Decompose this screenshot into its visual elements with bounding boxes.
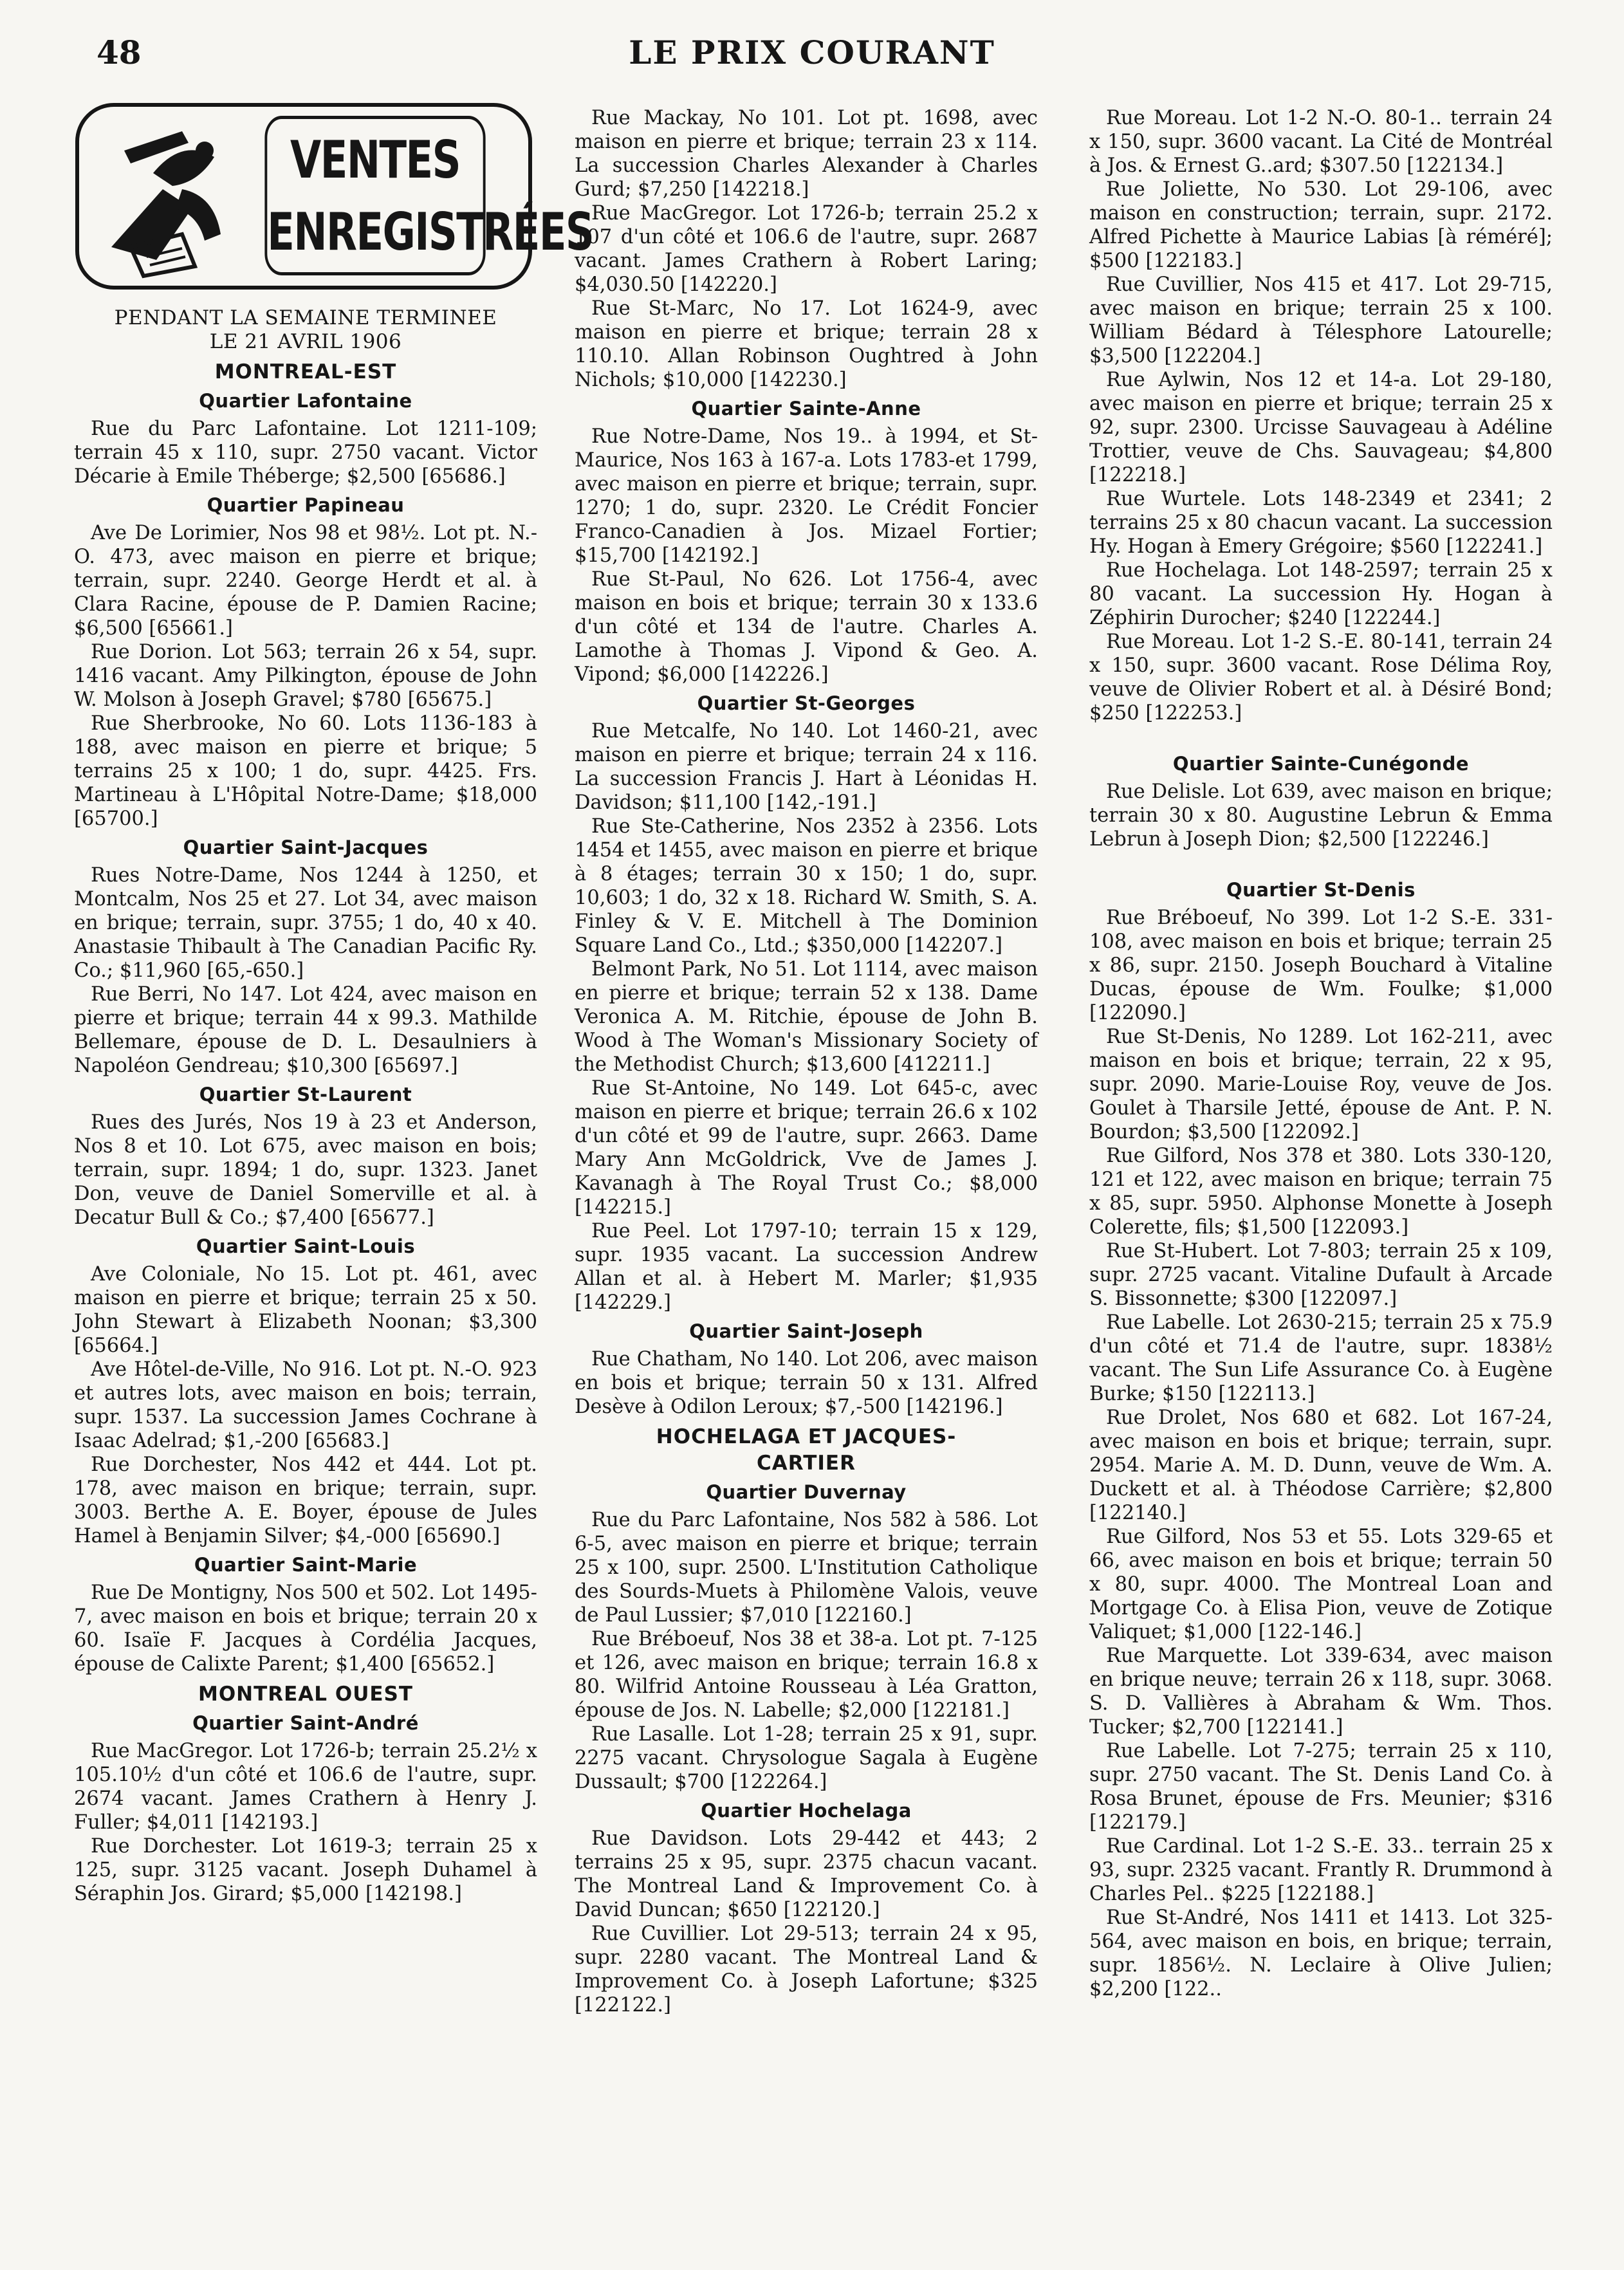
period-line-1: PENDANT LA SEMAINE TERMINEE: [114, 306, 497, 329]
spacer: [1089, 851, 1553, 873]
quartier-heading: Quartier Saint-Jacques: [183, 836, 429, 858]
sale-entry: Rue St-Antoine, No 149. Lot 645-c, avec maison en pierre et brique; terrain 26.6 x 102 d'un côté et 99 de l'autre, supr. 2663. Dame Mary Ann McGoldrick, Vve de James J. Kavanagh à The Royal Trust Co.; $8,000 [142215.]: [575, 1077, 1038, 1219]
sale-entry: Rue Bréboeuf, No 399. Lot 1-2 S.-E. 331-108, avec maison en bois et brique; terrain 25 x 86, supr. 2150. Joseph Bouchard à Vitaline Ducas, épouse de Wm. Foulke; $1,000 [122090.]: [1089, 907, 1553, 1024]
sale-entry: Rue Cuvillier, Nos 415 et 417. Lot 29-715, avec maison en brique; terrain 25 x 100. William Bédard à Télesphore Latourelle; $3,500 [122204.]: [1089, 273, 1553, 367]
sale-entry: Rue Davidson. Lots 29-442 et 443; 2 terrains 25 x 95, supr. 2375 chacun vacant. The Montreal Land & Improvement Co. à David Duncan; $650 [122120.]: [575, 1827, 1038, 1921]
section-heading-continued: CARTIER: [757, 1452, 856, 1475]
sale-entry: Ave Hôtel-de-Ville, No 916. Lot pt. N.-O. 923 et autres lots, avec maison en bois; terrain, supr. 1537. La succession James Cochrane à Isaac Adelrad; $1,-200 [65683.]: [74, 1358, 537, 1452]
sale-entry: Rue Gilford, Nos 378 et 380. Lots 330-120, 121 et 122, avec maison en brique; terrain 75 x 85, supr. 5950. Alphonse Monette à Joseph Colerette, fils; $1,500 [122093.]: [1089, 1145, 1553, 1239]
sale-entry: Rue Bréboeuf, Nos 38 et 38-a. Lot pt. 7-125 et 126, avec maison en brique; terrain 16.8 x 80. Wilfrid Antoine Rousseau à Léa Gratton, épouse de Jos. N. Labelle; $2,000 [122181.]: [575, 1628, 1038, 1722]
sale-entry: Rue Marquette. Lot 339-634, avec maison en brique neuve; terrain 26 x 118, supr. 3068. S. D. Vallières à Abraham & Wm. Thos. Tucker; $2,700 [122141.]: [1089, 1645, 1553, 1739]
spacer: [1089, 725, 1553, 747]
writing-figure-illustration: [86, 112, 234, 279]
sale-entry: Rue MacGregor. Lot 1726-b; terrain 25.2½ x 105.10½ d'un côté et 106.6 de l'autre, supr. 2674 vacant. James Crathern à Henry J. Fuller; $4,011 [142193.]: [74, 1740, 537, 1834]
column-2: [575, 106, 1038, 2017]
sale-entry: Rue Metcalfe, No 140. Lot 1460-21, avec maison en pierre et brique; terrain 24 x 116. La succession Francis J. Hart à Léonidas H. Davidson; $11,100 [142,-191.]: [575, 720, 1038, 814]
sale-entry: Rue Mackay, No 101. Lot pt. 1698, avec maison en pierre et brique; terrain 23 x 114. La succession Charles Alexander à Charles Gurd; $7,250 [142218.]: [575, 107, 1038, 201]
sale-entry: Rues des Jurés, Nos 19 à 23 et Anderson, Nos 8 et 10. Lot 675, avec maison en bois; terrain, supr. 1894; 1 do, supr. 1323. Janet Don, veuve de Daniel Somerville et al. à Decatur Bull & Co.; $7,400 [65677.]: [74, 1111, 537, 1229]
sale-entry: Rue du Parc Lafontaine, Nos 582 à 586. Lot 6-5, avec maison en pierre et brique; terrain 25 x 100, supr. 2500. L'Institution Catholique des Sourds-Muets à Philomène Valois, veuve de Paul Lussier; $7,010 [122160.]: [575, 1509, 1038, 1627]
quartier-heading: Quartier Saint-Joseph: [689, 1320, 923, 1342]
sale-entry: Rue Joliette, No 530. Lot 29-106, avec maison en construction; terrain, supr. 2172. Alfred Pichette à Maurice Labias [à réméré]; $500 [122183.]: [1089, 178, 1553, 272]
section-heading: MONTREAL OUEST: [198, 1683, 414, 1706]
sale-entry: Rue Labelle. Lot 7-275; terrain 25 x 110, supr. 2750 vacant. The St. Denis Land Co. à Rosa Brunet, épouse de Frs. Meunier; $316 [122179.]: [1089, 1740, 1553, 1834]
page-number: 48: [97, 33, 142, 71]
sale-entry: Rue Dorchester. Lot 1619-3; terrain 25 x 125, supr. 3125 vacant. Joseph Duhamel à Séraphin Jos. Girard; $5,000 [142198.]: [74, 1835, 537, 1905]
quartier-heading: Quartier Saint-Marie: [194, 1554, 418, 1576]
sale-entry: Rue du Parc Lafontaine. Lot 1211-109; terrain 45 x 110, supr. 2750 vacant. Victor Décarie à Emile Théberge; $2,500 [65686.]: [74, 418, 537, 488]
sale-entry: Rue St-Hubert. Lot 7-803; terrain 25 x 109, supr. 2725 vacant. Vitaline Dufault à Arcade S. Bissonnette; $300 [122097.]: [1089, 1240, 1553, 1310]
sale-entry: Rue Chatham, No 140. Lot 206, avec maison en bois et brique; terrain 50 x 131. Alfred Desève à Odilon Leroux; $7,-500 [142196.]: [575, 1348, 1038, 1418]
sale-entry: Rue MacGregor. Lot 1726-b; terrain 25.2 x 107 d'un côté et 106.6 de l'autre, supr. 2687 vacant. James Crathern à Robert Laring; $4,030.50 [142220.]: [575, 202, 1038, 296]
sale-entry: Rue Moreau. Lot 1-2 S.-E. 80-141, terrain 24 x 150, supr. 3600 vacant. Rose Délima Roy, veuve de Olivier Robert et al. à Désiré Bond; $250 [122253.]: [1089, 631, 1553, 724]
sale-entry: Rue Notre-Dame, Nos 19.. à 1994, et St-Maurice, Nos 163 à 167-a. Lots 1783-et 1799, avec maison en pierre et brique; terrain, supr. 1270; 1 do, supr. 2320. Le Crédit Foncier Franco-Canadien à Jos. Mizael Fortier; $15,700 [142192.]: [575, 425, 1038, 567]
quartier-heading: Quartier St-Georges: [697, 692, 916, 714]
section-heading: MONTREAL-EST: [214, 360, 397, 383]
sale-entry: Rue St-Marc, No 17. Lot 1624-9, avec maison en pierre et brique; terrain 28 x 110.10. Allan Robinson Oughtred à John Nichols; $10,000 [142230.]: [575, 297, 1038, 391]
sale-entry: Rue De Montigny, Nos 500 et 502. Lot 1495-7, avec maison en bois et brique; terrain 20 x 60. Isaïe F. Jacques à Cordélia Jacques, épouse de Calixte Parent; $1,400 [65652.]: [74, 1582, 537, 1675]
logo-line-ventes: VENTES: [290, 130, 460, 190]
sale-entry: Rue Berri, No 147. Lot 424, avec maison en pierre et brique; terrain 44 x 99.3. Mathilde Bellemare, épouse de D. L. Desaulniers à Napoléon Gendreau; $10,300 [65697.]: [74, 983, 537, 1077]
quartier-heading: Quartier St-Laurent: [199, 1084, 412, 1105]
quartier-heading: Quartier Papineau: [207, 494, 405, 516]
sale-entry: Rue St-Denis, No 1289. Lot 162-211, avec maison en bois et brique; terrain, 22 x 95, supr. 2090. Marie-Louise Roy, veuve de Jos. Goulet à Tharsile Jetté, épouse de Ant. P. N. Bourdon; $3,500 [122092.]: [1089, 1026, 1553, 1143]
running-head-title: LE PRIX COURANT: [629, 33, 995, 71]
sale-entry: Rue Ste-Catherine, Nos 2352 à 2356. Lots 1454 et 1455, avec maison en pierre et brique à 8 étages; terrain 30 x 150; 1 do, supr. 10,603; 1 do, 32 x 18. Richard W. Smith, S. A. Finley & V. E. Mitchell à The Dominion Square Land Co., Ltd.; $350,000 [142207.]: [575, 815, 1038, 957]
sale-entry: Rue Labelle. Lot 2630-215; terrain 25 x 75.9 d'un côté et 71.4 de l'autre, supr. 1838½ vacant. The Sun Life Assurance Co. à Eugène Burke; $150 [122113.]: [1089, 1311, 1553, 1405]
sale-entry: Belmont Park, No 51. Lot 1114, avec maison en pierre et brique; terrain 52 x 138. Dame Veronica A. M. Ritchie, épouse de John B. Wood à The Woman's Missionary Society of the Methodist Church; $13,600 [412211.]: [575, 958, 1038, 1076]
sale-entry: Rue Lasalle. Lot 1-28; terrain 25 x 91, supr. 2275 vacant. Chrysologue Sagala à Eugène Dussault; $700 [122264.]: [575, 1723, 1038, 1793]
quartier-heading: Quartier St-Denis: [1226, 879, 1416, 901]
quartier-heading: Quartier Sainte-Cunégonde: [1172, 753, 1470, 775]
sale-entry: Rue Sherbrooke, No 60. Lots 1136-183 à 188, avec maison en pierre et brique; 5 terrains 25 x 100; 1 do, supr. 4425. Frs. Martineau à L'Hôpital Notre-Dame; $18,000 [65700.]: [74, 712, 537, 830]
period-line-2: LE 21 AVRIL 1906: [209, 330, 402, 353]
sale-entry: Rue Cuvillier. Lot 29-513; terrain 24 x 95, supr. 2280 vacant. The Montreal Land & Improvement Co. à Joseph Lafortune; $325 [122122.]: [575, 1923, 1038, 2016]
logo-title: [264, 116, 594, 275]
sale-entry: Rue Delisle. Lot 639, avec maison en brique; terrain 30 x 80. Augustine Lebrun & Emma Lebrun à Joseph Dion; $2,500 [122246.]: [1089, 780, 1553, 851]
quartier-heading: Quartier Sainte-Anne: [691, 398, 921, 420]
section-heading: HOCHELAGA ET JACQUES-: [656, 1425, 957, 1448]
sale-entry: Rue Gilford, Nos 53 et 55. Lots 329-65 et 66, avec maison en bois et brique; terrain 50 x 80, supr. 4000. The Montreal Loan and Mortgage Co. à Elisa Pion, veuve de Zotique Valiquet; $1,000 [122-146.]: [1089, 1526, 1553, 1643]
sale-entry: Ave De Lorimier, Nos 98 et 98½. Lot pt. N.-O. 473, avec maison en pierre et brique; terrain, supr. 2240. George Herdt et al. à Clara Racine, épouse de P. Damien Racine; $6,500 [65661.]: [74, 522, 537, 640]
quartier-heading: Quartier Hochelaga: [701, 1800, 912, 1822]
logo-line-enregistrees: ENREGISTRÉES: [267, 202, 594, 262]
sale-entry: Ave Coloniale, No 15. Lot pt. 461, avec maison en pierre et brique; terrain 25 x 50. John Stewart à Elizabeth Noonan; $3,300 [65664.]: [74, 1263, 537, 1357]
sale-entry: Rue Drolet, Nos 680 et 682. Lot 167-24, avec maison en bois et brique; terrain, supr. 2954. Marie A. M. D. Dunn, veuve de Wm. A. Duckett et al. à Théodose Carrière; $2,800 [122140.]: [1089, 1407, 1553, 1524]
sale-entry: Rue Peel. Lot 1797-10; terrain 15 x 129, supr. 1935 vacant. La succession Andrew Allan et al. à Hebert M. Marler; $1,935 [142229.]: [575, 1220, 1038, 1314]
quartier-heading: Quartier Duvernay: [706, 1481, 907, 1503]
sale-entry: Rue St-Paul, No 626. Lot 1756-4, avec maison en bois et brique; terrain 30 x 133.6 d'un côté et 134 de l'autre. Charles A. Lamothe à Thomas J. Vipond & Geo. A. Vipond; $6,000 [142226.]: [575, 568, 1038, 686]
sale-entry: Rue Dorion. Lot 563; terrain 26 x 54, supr. 1416 vacant. Amy Pilkington, épouse de John W. Molson à Joseph Gravel; $780 [65675.]: [74, 641, 537, 711]
column-1: [74, 103, 594, 1906]
ventes-enregistrees-logo: [74, 103, 594, 290]
sale-entry: Rue Hochelaga. Lot 148-2597; terrain 25 x 80 vacant. La succession Hy. Hogan à Zéphirin Durocher; $240 [122244.]: [1089, 559, 1553, 629]
sale-entry: Rue Cardinal. Lot 1-2 S.-E. 33.. terrain 25 x 93, supr. 2325 vacant. Frantly R. Drummond à Charles Pel.. $225 [122188.]: [1089, 1835, 1553, 1905]
quartier-heading: Quartier Saint-Louis: [196, 1235, 416, 1257]
column-3: [1089, 106, 1553, 2001]
quartier-heading: Quartier Lafontaine: [199, 390, 412, 412]
sale-entry: Rue Dorchester, Nos 442 et 444. Lot pt. 178, avec maison en brique; terrain, supr. 3003. Berthe A. E. Boyer, épouse de Jules Hamel à Benjamin Silver; $4,-000 [65690.]: [74, 1453, 537, 1547]
sale-entry: Rue Aylwin, Nos 12 et 14-a. Lot 29-180, avec maison en pierre et brique; terrain 25 x 92, supr. 2300. Urcisse Sauvageau à Adéline Trottier, veuve de Chs. Sauvageau; $4,800 [122218.]: [1089, 369, 1553, 486]
sale-entry: Rue Wurtele. Lots 148-2349 et 2341; 2 terrains 25 x 80 chacun vacant. La succession Hy. Hogan à Emery Grégoire; $560 [122241.]: [1089, 488, 1553, 558]
sale-entry: Rue Moreau. Lot 1-2 N.-O. 80-1.. terrain 24 x 150, supr. 3600 vacant. La Cité de Montréal à Jos. & Ernest G..ard; $307.50 [122134.]: [1089, 107, 1553, 177]
sale-entry: Rue St-André, Nos 1411 et 1413. Lot 325-564, avec maison en bois, en brique; terrain, supr. 1856½. N. Leclaire à Olive Julien; $2,200 [122..: [1089, 1906, 1553, 2000]
sale-entry: Rues Notre-Dame, Nos 1244 à 1250, et Montcalm, Nos 25 et 27. Lot 34, avec maison en brique; terrain, supr. 3755; 1 do, 40 x 40. Anastasie Thibault à The Canadian Pacific Ry. Co.; $11,960 [65,-650.]: [74, 864, 537, 982]
quartier-heading: Quartier Saint-André: [192, 1712, 419, 1734]
